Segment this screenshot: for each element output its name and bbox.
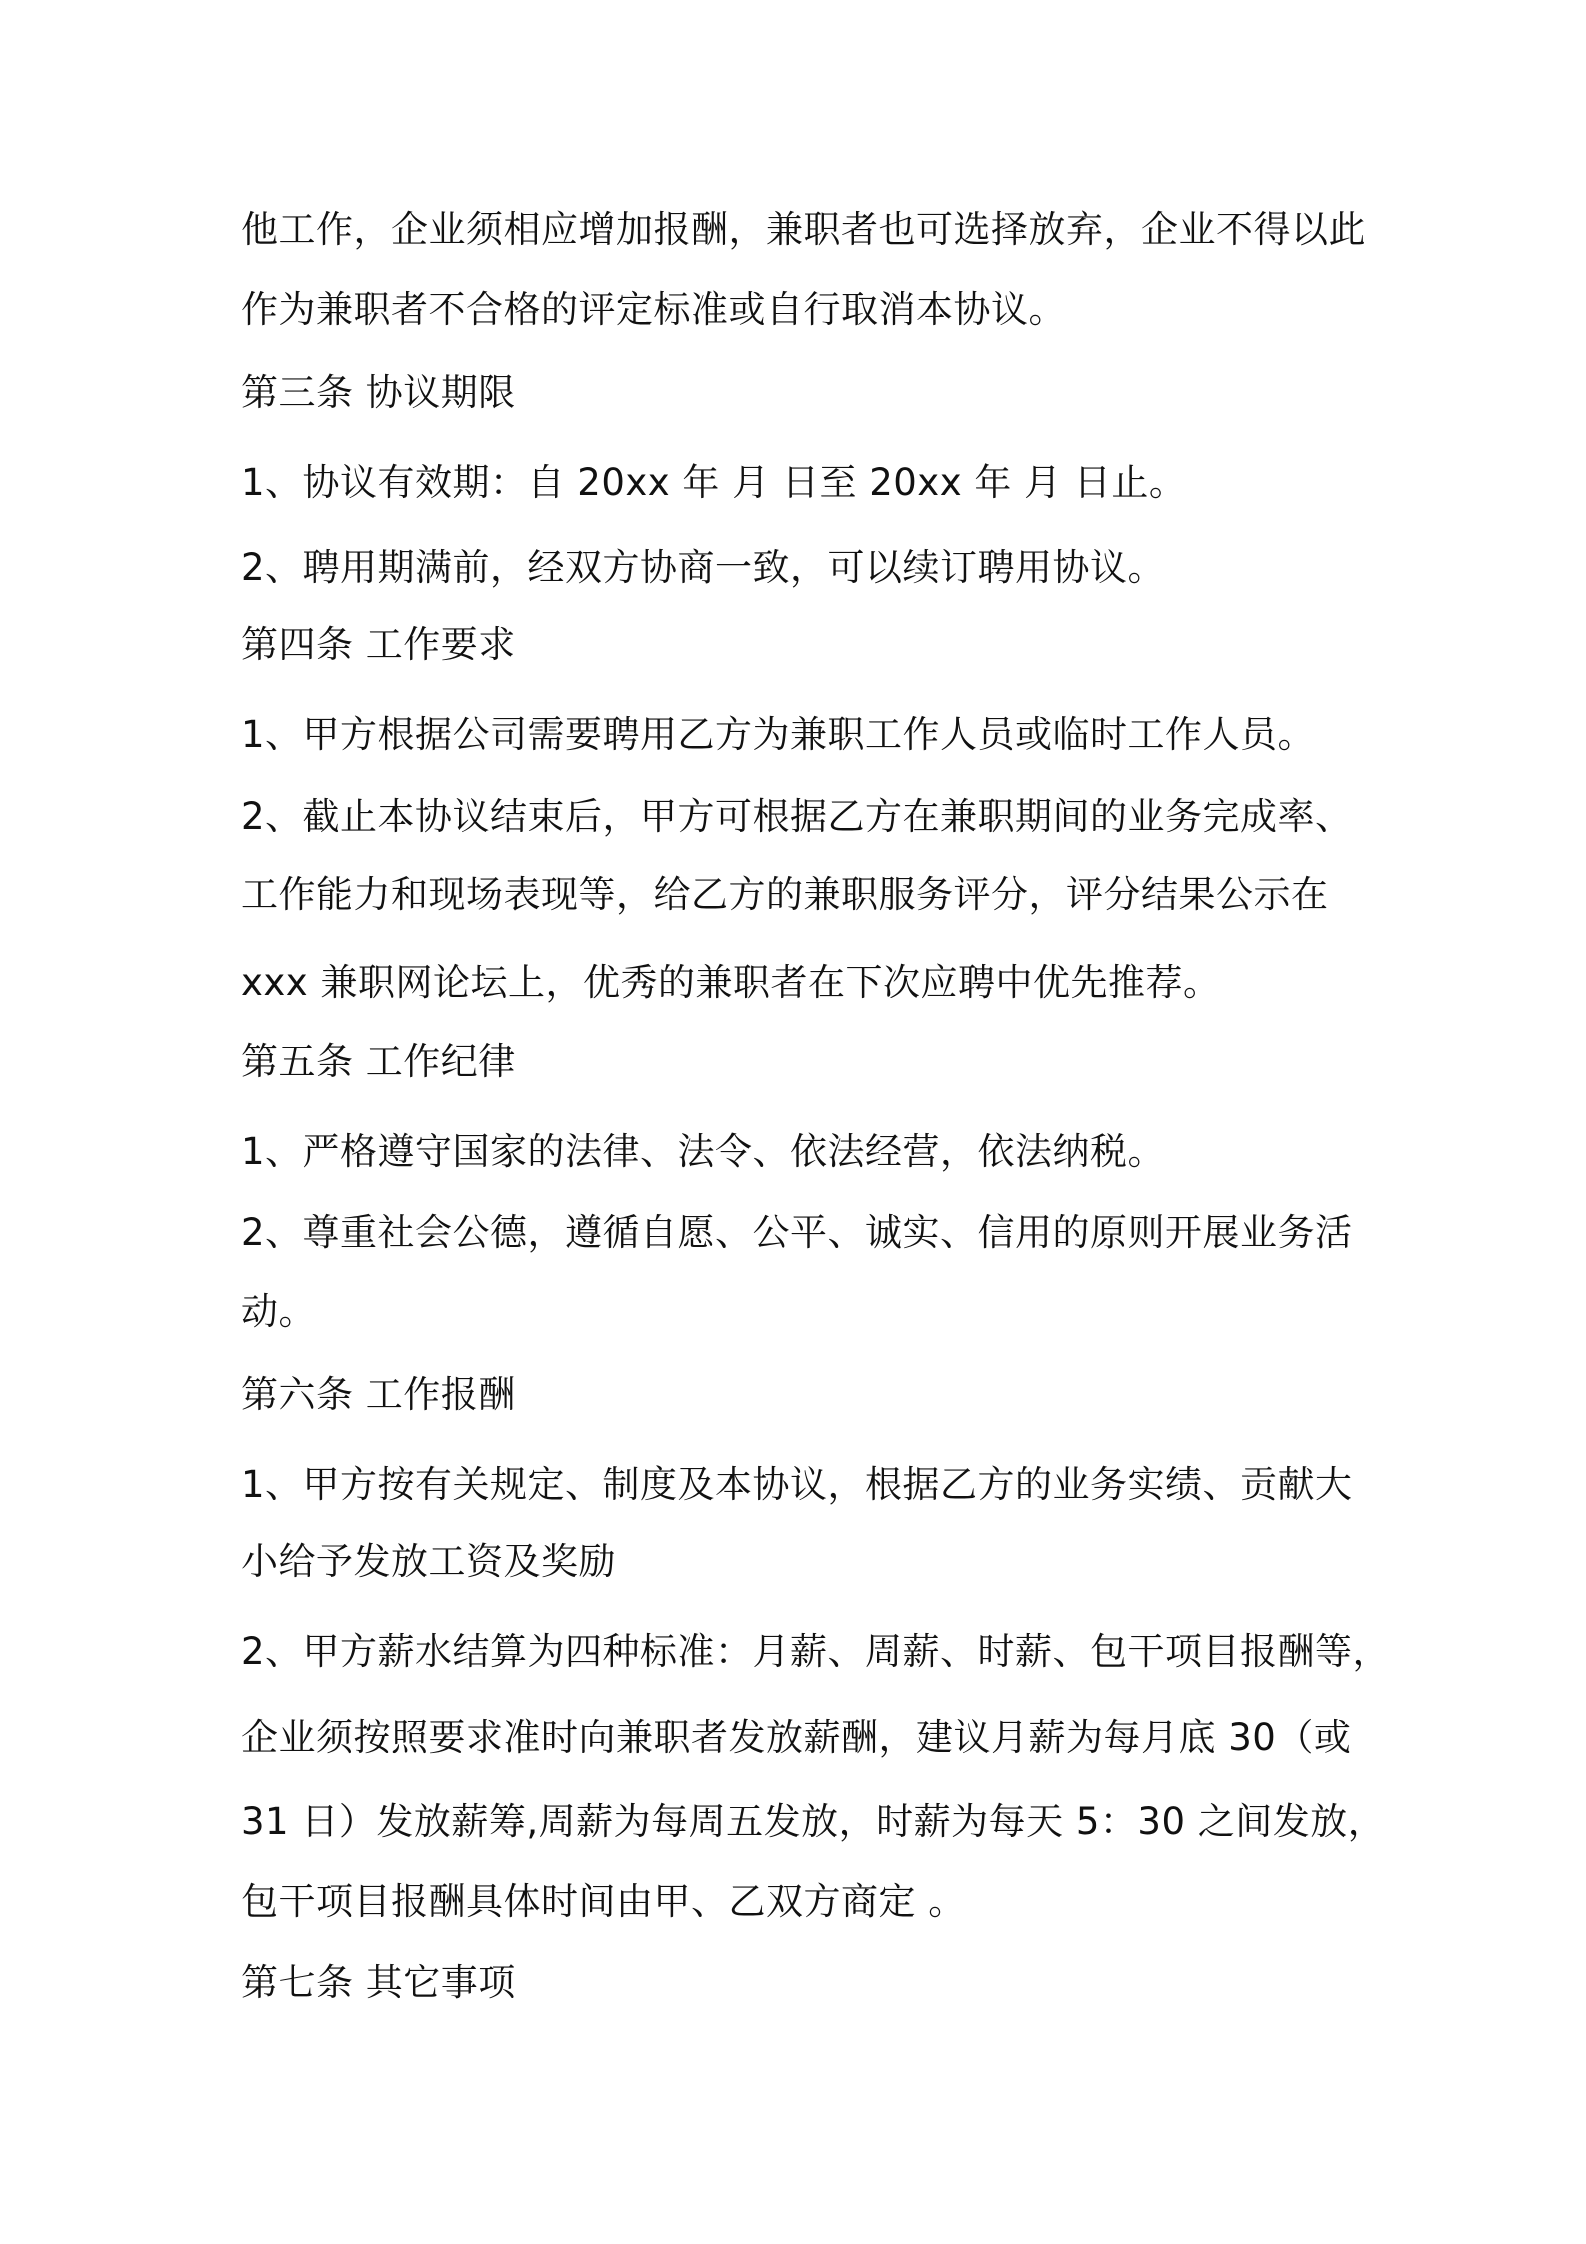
section-heading-6: 第六条 工作报酬 xyxy=(241,1373,516,1416)
paragraph-line: 2、甲方薪水结算为四种标准：月薪、周薪、时薪、包干项目报酬等， xyxy=(241,1630,1391,1673)
paragraph-line: 工作能力和现场表现等，给乙方的兼职服务评分，评分结果公示在 xyxy=(241,873,1329,916)
paragraph-line: 1、严格遵守国家的法律、法令、依法经营，依法纳税。 xyxy=(241,1130,1166,1173)
paragraph-line: 作为兼职者不合格的评定标准或自行取消本协议。 xyxy=(241,288,1066,331)
paragraph-line: 企业须按照要求准时向兼职者发放薪酬，建议月薪为每月底 30（或 xyxy=(241,1716,1352,1759)
section-heading-3: 第三条 协议期限 xyxy=(241,371,516,414)
section-heading-4: 第四条 工作要求 xyxy=(241,623,516,666)
paragraph-line: xxx 兼职网论坛上，优秀的兼职者在下次应聘中优先推荐。 xyxy=(241,961,1221,1004)
paragraph-line: 1、甲方按有关规定、制度及本协议，根据乙方的业务实绩、贡献大 xyxy=(241,1463,1353,1506)
section-heading-7: 第七条 其它事项 xyxy=(241,1961,516,2004)
paragraph-line: 31 日）发放薪筹,周薪为每周五发放，时薪为每天 5：30 之间发放， xyxy=(241,1800,1386,1843)
paragraph-line: 1、甲方根据公司需要聘用乙方为兼职工作人员或临时工作人员。 xyxy=(241,713,1316,756)
paragraph-line: 包干项目报酬具体时间由甲、乙双方商定 。 xyxy=(241,1880,966,1923)
paragraph-line: 1、协议有效期：自 20xx 年 月 日至 20xx 年 月 日止。 xyxy=(241,461,1187,504)
paragraph-line: 他工作，企业须相应增加报酬，兼职者也可选择放弃，企业不得以此 xyxy=(241,208,1366,251)
paragraph-line: 2、尊重社会公德，遵循自愿、公平、诚实、信用的原则开展业务活 xyxy=(241,1211,1353,1254)
paragraph-line: 动。 xyxy=(241,1290,316,1333)
paragraph-line: 小给予发放工资及奖励 xyxy=(241,1540,616,1583)
paragraph-line: 2、聘用期满前，经双方协商一致，可以续订聘用协议。 xyxy=(241,546,1166,589)
paragraph-line: 2、截止本协议结束后，甲方可根据乙方在兼职期间的业务完成率、 xyxy=(241,795,1353,838)
section-heading-5: 第五条 工作纪律 xyxy=(241,1040,516,1083)
